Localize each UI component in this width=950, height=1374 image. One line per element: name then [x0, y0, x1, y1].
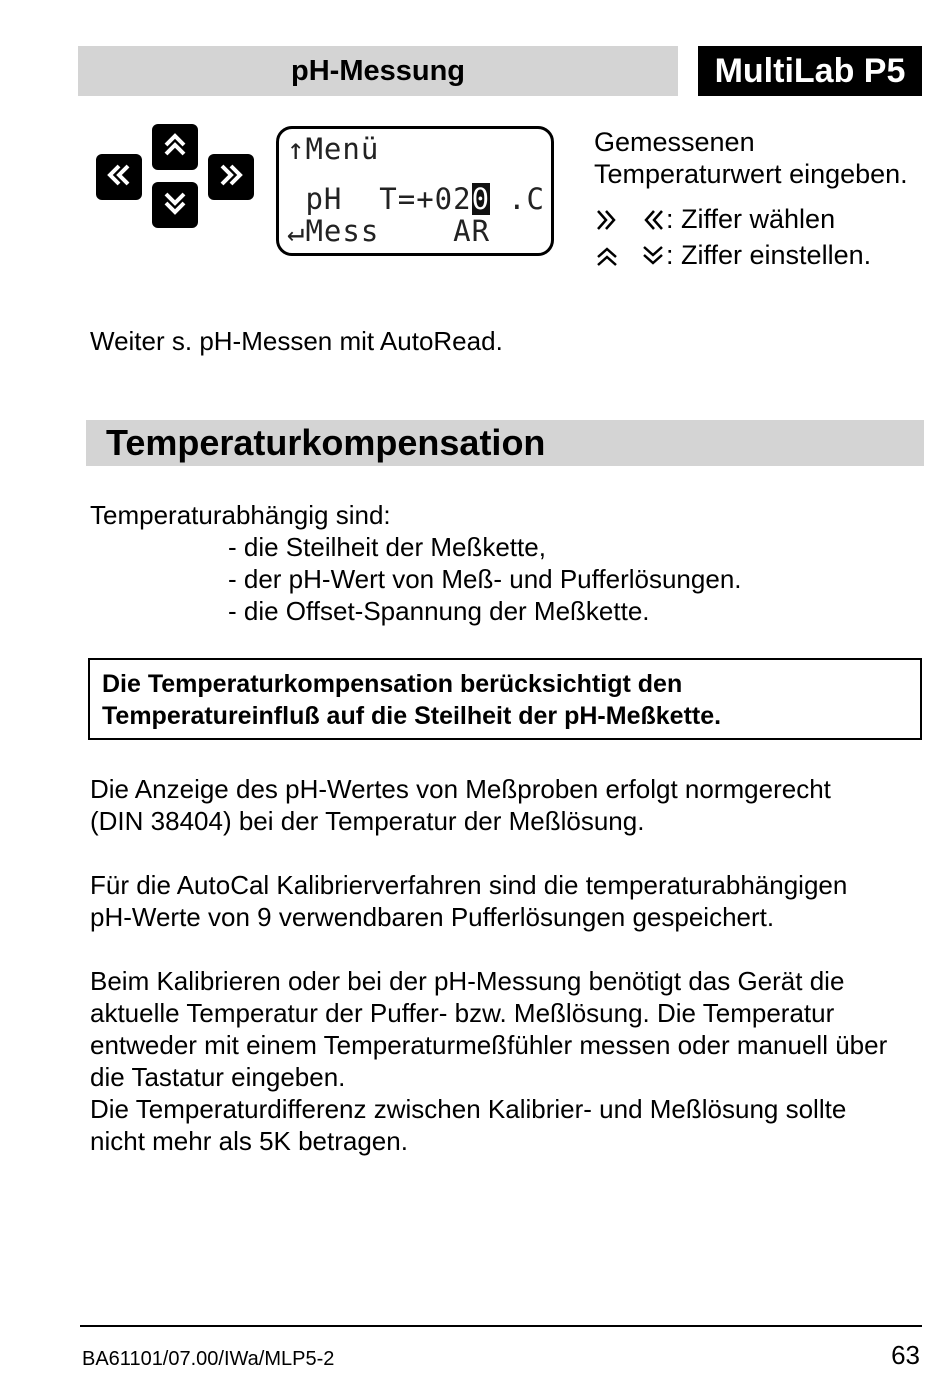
down-key: [152, 182, 198, 228]
list-item: - der pH-Wert von Meß- und Pufferlösungen.: [228, 564, 742, 594]
double-chevron-left-icon: [104, 160, 134, 195]
paragraph-calibration: [90, 965, 887, 1157]
double-chevron-down-outline-icon: [640, 243, 666, 269]
double-chevron-up-outline-icon: [594, 243, 620, 269]
dependent-list: [228, 531, 742, 627]
page-number: 63: [891, 1340, 920, 1370]
lcd-line-temperature: [287, 183, 545, 215]
note-line-2: Temperatureinfluß auf die Steilheit der pH-Meßkette.: [102, 702, 722, 730]
up-key: [152, 124, 198, 170]
paragraph-line: aktuelle Temperatur der Puffer- bzw. Meßlösung. Die Temperatur: [90, 998, 835, 1028]
footer-divider: [80, 1325, 922, 1327]
paragraph-line: Die Anzeige des pH-Wertes von Meßproben erfolgt normgerecht: [90, 774, 831, 804]
document-code: BA61101/07.00/IWa/MLP5-2: [82, 1348, 335, 1370]
lcd-line-mess: ↵Mess AR: [287, 214, 491, 248]
lcd-temperature-prefix: pH T=+02: [287, 182, 472, 216]
paragraph-autocal: [90, 869, 847, 933]
lcd-temperature-suffix: .C: [489, 182, 545, 216]
list-item: - die Offset-Spannung der Meßkette.: [228, 596, 650, 626]
dependent-intro: Temperaturabhängig sind:: [90, 500, 391, 530]
continue-text: Weiter s. pH-Messen mit AutoRead.: [90, 326, 503, 356]
instruction-select-digit: [594, 204, 835, 235]
paragraph-line: Für die AutoCal Kalibrierverfahren sind die temperaturabhängigen: [90, 870, 848, 900]
right-key: [208, 154, 254, 200]
double-chevron-left-outline-icon: [640, 207, 666, 233]
lcd-display: [276, 126, 554, 256]
instruction-line-2: Temperaturwert eingeben.: [594, 159, 908, 189]
product-brand: MultiLab P5: [698, 46, 922, 96]
instruction-text: [594, 126, 908, 190]
double-chevron-down-icon: [160, 188, 190, 223]
paragraph-line: die Tastatur eingeben.: [90, 1062, 346, 1092]
double-chevron-right-outline-icon: [594, 207, 620, 233]
paragraph-line: Die Temperaturdifferenz zwischen Kalibrier- und Meßlösung sollte: [90, 1094, 847, 1124]
paragraph-line: (DIN 38404) bei der Temperatur der Meßlösung.: [90, 806, 645, 836]
section-title: Temperaturkompensation: [86, 420, 924, 466]
adjust-digit-label: : Ziffer einstellen.: [666, 240, 872, 270]
section-header: pH-Messung: [78, 46, 678, 96]
list-item: - die Steilheit der Meßkette,: [228, 532, 546, 562]
keypad: [96, 124, 258, 228]
paragraph-din: [90, 773, 831, 837]
instruction-adjust-digit: [594, 240, 871, 271]
paragraph-line: Beim Kalibrieren oder bei der pH-Messung benötigt das Gerät die: [90, 966, 845, 996]
instruction-line-1: Gemessenen: [594, 127, 755, 157]
paragraph-line: pH-Werte von 9 verwendbaren Pufferlösungen gespeichert.: [90, 902, 775, 932]
note-line-1: Die Temperaturkompensation berücksichtigt den: [102, 670, 683, 698]
left-key: [96, 154, 142, 200]
lcd-line-menu: ↑Menü: [287, 132, 380, 166]
lcd-cursor-digit: 0: [471, 182, 491, 216]
double-chevron-up-icon: [160, 130, 190, 165]
double-chevron-right-icon: [216, 160, 246, 195]
note-box: [88, 658, 922, 740]
select-digit-label: : Ziffer wählen: [666, 204, 836, 234]
paragraph-line: nicht mehr als 5K betragen.: [90, 1126, 408, 1156]
paragraph-line: entweder mit einem Temperaturmeßfühler messen oder manuell über: [90, 1030, 888, 1060]
